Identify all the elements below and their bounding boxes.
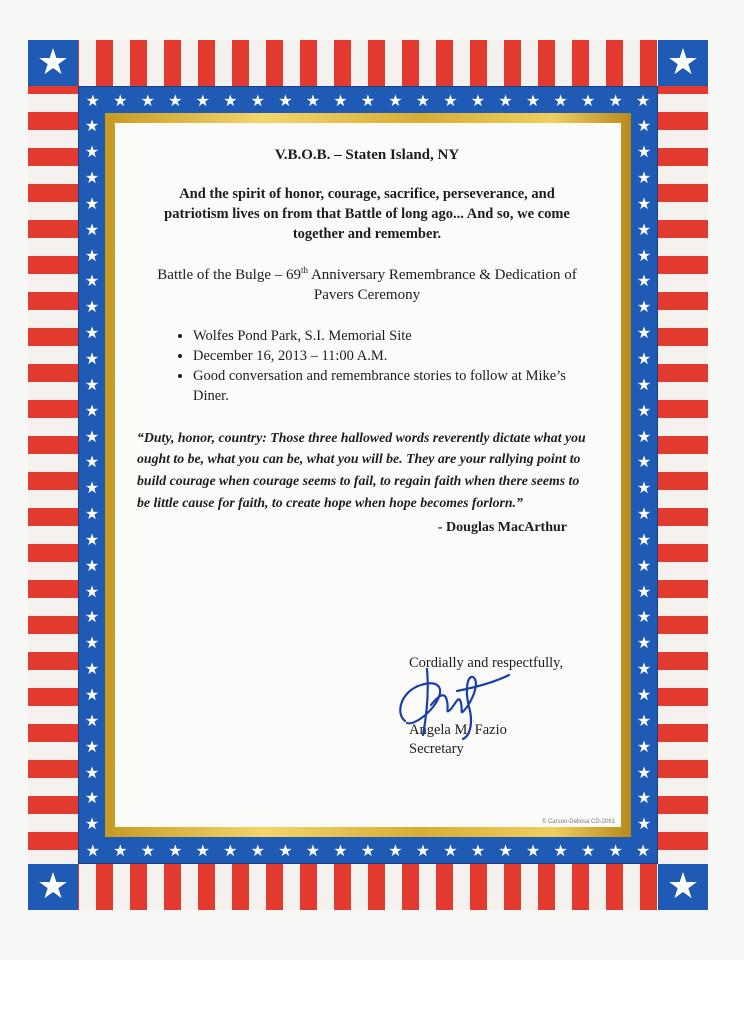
star-icon: ★ — [195, 90, 210, 110]
event-title-ordinal: th — [301, 265, 309, 275]
star-icon: ★ — [84, 814, 100, 834]
star-icon: ★ — [84, 374, 100, 394]
signer-name: Angela M. Fazio — [409, 722, 507, 738]
star-icon: ★ — [85, 90, 100, 110]
star-icon: ★ — [84, 168, 100, 188]
star-icon: ★ — [168, 840, 183, 860]
star-icon: ★ — [250, 840, 266, 860]
star-icon: ★ — [333, 840, 348, 860]
star-icon: ★ — [636, 478, 652, 498]
star-icon: ★ — [84, 555, 100, 575]
star-icon: ★ — [84, 633, 100, 653]
star-icon: ★ — [498, 90, 513, 110]
event-details-list — [137, 326, 597, 407]
star-icon: ★ — [84, 607, 100, 627]
star-icon: ★ — [636, 168, 652, 188]
bottom-star-row — [79, 837, 657, 863]
star-icon: ★ — [636, 193, 652, 213]
star-icon: ★ — [113, 90, 128, 110]
star-icon: ★ — [635, 840, 651, 860]
letter-body — [115, 123, 621, 827]
top-star-row — [79, 87, 657, 113]
star-icon: ★ — [636, 814, 652, 834]
star-icon: ★ — [84, 400, 100, 420]
star-icon: ★ — [608, 90, 623, 110]
star-icon: ★ — [84, 271, 100, 291]
star-icon: ★ — [636, 323, 652, 343]
star-icon: ★ — [84, 349, 100, 369]
star-icon: ★ — [636, 116, 652, 136]
detail-location: • Wolfes Pond Park, S.I. Memorial Site — [193, 326, 597, 346]
star-icon: ★ — [636, 142, 652, 162]
star-icon: ★ — [525, 90, 541, 110]
star-icon: ★ — [636, 607, 652, 627]
star-icon: ★ — [84, 684, 100, 704]
star-icon: ★ — [140, 840, 155, 860]
right-stripes — [658, 40, 708, 910]
star-icon: ★ — [470, 90, 486, 110]
star-icon: ★ — [608, 840, 623, 860]
star-icon: ★ — [333, 90, 348, 110]
star-icon: ★ — [636, 297, 652, 317]
event-title-prefix: Battle of the Bulge – 69 — [157, 267, 302, 283]
event-title-suffix: Anniversary Remembrance & Dedication of Pavers Ceremony — [308, 267, 577, 304]
star-icon: ★ — [305, 90, 321, 110]
corner-star-icon: ★ — [658, 40, 708, 86]
star-icon: ★ — [580, 90, 596, 110]
star-icon: ★ — [636, 426, 652, 446]
star-icon: ★ — [636, 710, 652, 730]
star-icon: ★ — [636, 349, 652, 369]
star-icon: ★ — [223, 90, 238, 110]
star-icon: ★ — [113, 840, 128, 860]
star-icon: ★ — [84, 788, 100, 808]
star-icon: ★ — [580, 840, 596, 860]
star-icon: ★ — [84, 478, 100, 498]
star-icon: ★ — [84, 219, 100, 239]
star-icon: ★ — [470, 840, 486, 860]
star-icon: ★ — [84, 426, 100, 446]
copyright-notice: © Carson-Dellosa CD-2061 — [541, 819, 615, 825]
detail-date-time: • December 16, 2013 – 11:00 A.M. — [193, 346, 597, 366]
star-icon: ★ — [84, 659, 100, 679]
star-icon: ★ — [84, 452, 100, 472]
signer-title: Secretary — [409, 740, 464, 757]
star-icon: ★ — [636, 788, 652, 808]
star-icon: ★ — [636, 659, 652, 679]
star-icon: ★ — [250, 90, 266, 110]
star-icon: ★ — [443, 840, 458, 860]
star-icon: ★ — [388, 90, 403, 110]
star-icon: ★ — [636, 504, 652, 524]
star-icon: ★ — [636, 736, 652, 756]
star-icon: ★ — [636, 555, 652, 575]
star-icon: ★ — [84, 581, 100, 601]
star-icon: ★ — [360, 840, 376, 860]
star-icon: ★ — [415, 90, 431, 110]
star-icon: ★ — [85, 840, 100, 860]
star-icon: ★ — [498, 840, 513, 860]
star-icon: ★ — [195, 840, 210, 860]
star-icon: ★ — [636, 452, 652, 472]
star-icon: ★ — [84, 193, 100, 213]
star-icon: ★ — [636, 684, 652, 704]
star-icon: ★ — [388, 840, 403, 860]
star-icon: ★ — [636, 374, 652, 394]
macarthur-quote: “Duty, honor, country: Those three hallowed words reverently dictate what you ought to be, what you can be, what you will be. They are your rallying point to build courage when courage seems to fail, to regain faith when there seems to be little cause for faith, to create hope when hope becomes forlorn.” — [137, 429, 586, 511]
event-title — [137, 264, 597, 306]
quote-author: - Douglas MacArthur — [437, 519, 567, 535]
star-icon: ★ — [84, 297, 100, 317]
star-icon: ★ — [636, 245, 652, 265]
star-icon: ★ — [84, 245, 100, 265]
star-icon: ★ — [84, 323, 100, 343]
corner-star-icon: ★ — [28, 40, 78, 86]
star-icon: ★ — [636, 219, 652, 239]
right-star-column — [631, 113, 657, 837]
star-icon: ★ — [636, 400, 652, 420]
star-icon: ★ — [223, 840, 238, 860]
star-icon: ★ — [636, 762, 652, 782]
corner-star-icon: ★ — [28, 864, 78, 910]
star-icon: ★ — [140, 90, 155, 110]
star-icon: ★ — [553, 840, 568, 860]
star-icon: ★ — [278, 90, 293, 110]
star-icon: ★ — [84, 116, 100, 136]
star-icon: ★ — [636, 633, 652, 653]
left-stripes — [28, 40, 78, 910]
star-icon: ★ — [443, 90, 458, 110]
star-icon: ★ — [305, 840, 321, 860]
organization-heading: V.B.O.B. – Staten Island, NY — [274, 147, 460, 163]
corner-star-icon: ★ — [658, 864, 708, 910]
star-icon: ★ — [635, 90, 651, 110]
star-icon: ★ — [553, 90, 568, 110]
detail-gathering: • Good conversation and remembrance stories to follow at Mike’s Diner. — [193, 366, 597, 407]
star-icon: ★ — [636, 581, 652, 601]
star-icon: ★ — [168, 90, 183, 110]
gold-frame — [105, 113, 631, 837]
star-icon: ★ — [636, 529, 652, 549]
star-icon: ★ — [84, 529, 100, 549]
star-icon: ★ — [84, 736, 100, 756]
star-icon: ★ — [84, 762, 100, 782]
spirit-statement: And the spirit of honor, courage, sacrifice, perseverance, and patriotism lives on from that Battle of long ago... And so, we come together and remember. — [164, 186, 570, 242]
star-icon: ★ — [84, 504, 100, 524]
star-icon: ★ — [84, 710, 100, 730]
closing-line: Cordially and respectfully, — [409, 655, 564, 671]
left-star-column — [79, 113, 105, 837]
star-icon: ★ — [636, 271, 652, 291]
star-icon: ★ — [278, 840, 293, 860]
star-icon: ★ — [84, 142, 100, 162]
star-icon: ★ — [415, 840, 431, 860]
handwritten-signature — [387, 651, 517, 747]
star-icon: ★ — [525, 840, 541, 860]
patriotic-border-frame — [28, 40, 708, 910]
star-icon: ★ — [360, 90, 376, 110]
star-band — [78, 86, 658, 864]
